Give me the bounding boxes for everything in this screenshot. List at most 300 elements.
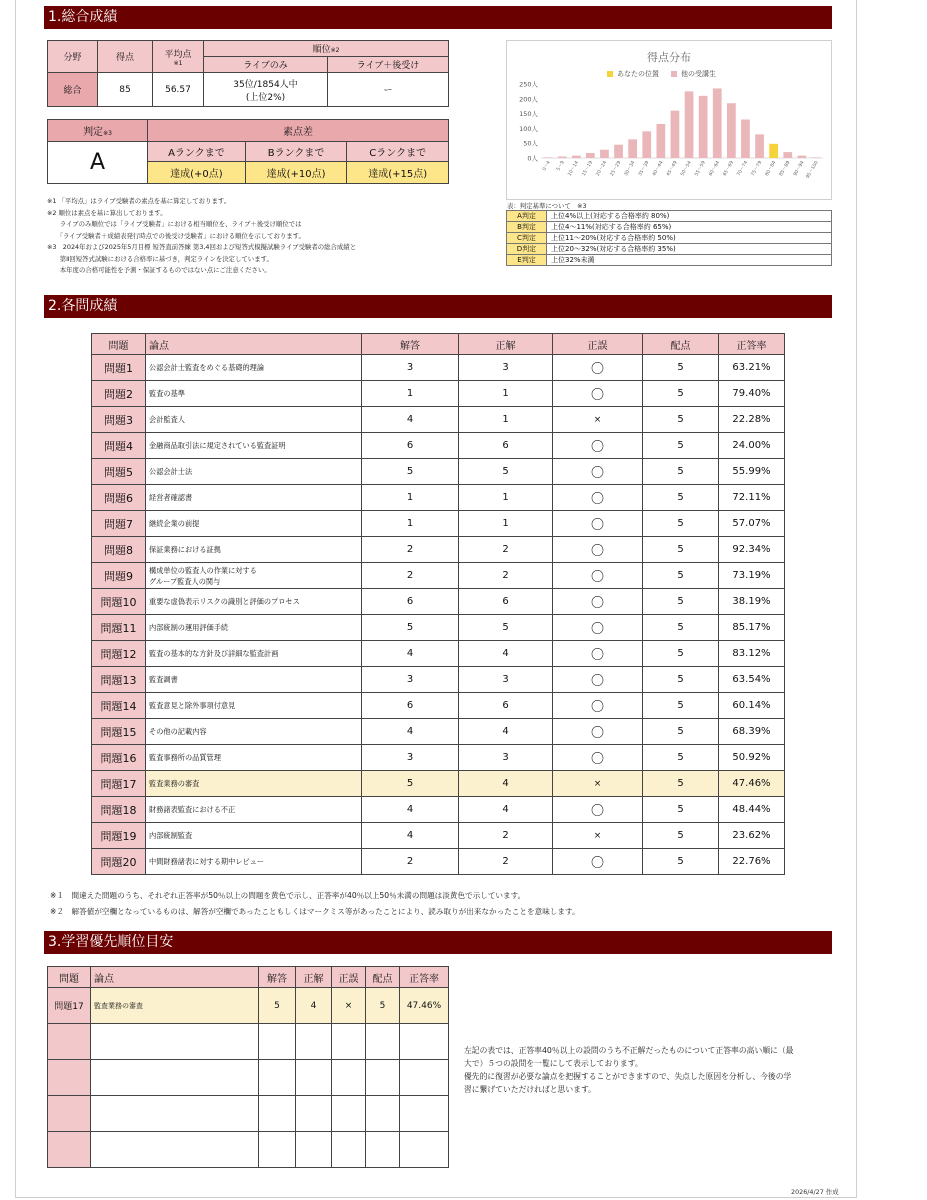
topic-line: 監査調書 bbox=[149, 675, 178, 684]
x-tick-label: 45〜49 bbox=[666, 160, 679, 178]
points-value: 5 bbox=[643, 537, 719, 563]
points-value: 5 bbox=[643, 849, 719, 875]
empty-cell bbox=[259, 1060, 296, 1096]
rate-value: 47.46% bbox=[719, 771, 785, 797]
col-points: 配点 bbox=[366, 967, 400, 988]
question-topic bbox=[146, 511, 362, 537]
question-number: 問題6 bbox=[92, 485, 146, 511]
question-topic bbox=[146, 355, 362, 381]
rank-a-label: Aランクまで bbox=[148, 142, 246, 162]
rank-live-after-value: ー bbox=[328, 73, 449, 107]
table-row bbox=[92, 407, 785, 433]
average-value: 56.57 bbox=[153, 73, 204, 107]
topic-line: 監査事務所の品質管理 bbox=[149, 753, 221, 762]
correct-value: 4 bbox=[459, 719, 553, 745]
answer-value: 5 bbox=[362, 615, 459, 641]
result-mark: × bbox=[553, 823, 643, 849]
rate-value: 63.21% bbox=[719, 355, 785, 381]
result-mark: 〇 bbox=[553, 381, 643, 407]
question-number: 問題5 bbox=[92, 459, 146, 485]
question-topic bbox=[146, 849, 362, 875]
answer-value: 3 bbox=[362, 355, 459, 381]
rate-value: 47.46% bbox=[400, 988, 449, 1024]
correct-value: 4 bbox=[459, 771, 553, 797]
topic-line: 内部統制監査 bbox=[149, 831, 193, 840]
x-tick-label: 75〜79 bbox=[750, 160, 764, 178]
distribution-bar bbox=[572, 156, 581, 158]
topic-line: 監査業務の審査 bbox=[149, 779, 200, 788]
col-answer: 解答 bbox=[362, 334, 459, 355]
correct-value: 2 bbox=[459, 563, 553, 589]
topic-line: 内部統制の運用評価手続 bbox=[149, 623, 229, 632]
points-value: 5 bbox=[643, 355, 719, 381]
rank-a-value: 達成(+0点) bbox=[148, 162, 246, 184]
question-number bbox=[48, 1096, 91, 1132]
table-row bbox=[92, 485, 785, 511]
col-topic: 論点 bbox=[146, 334, 362, 355]
criteria-row bbox=[507, 222, 832, 233]
topic-line: 保証業務における証拠 bbox=[149, 545, 221, 554]
question-topic: 監査業務の審査 bbox=[91, 988, 259, 1024]
correct-value: 6 bbox=[459, 433, 553, 459]
empty-cell bbox=[332, 1096, 366, 1132]
distribution-bar bbox=[586, 153, 595, 158]
y-tick-label: 50人 bbox=[523, 139, 538, 148]
result-mark: 〇 bbox=[553, 641, 643, 667]
question-number bbox=[48, 1132, 91, 1168]
chart-title: 得点分布 bbox=[647, 51, 691, 64]
question-number: 問題2 bbox=[92, 381, 146, 407]
answer-value: 3 bbox=[362, 745, 459, 771]
question-number: 問題14 bbox=[92, 693, 146, 719]
rate-value: 38.19% bbox=[719, 589, 785, 615]
question-number: 問題7 bbox=[92, 511, 146, 537]
result-mark: 〇 bbox=[553, 537, 643, 563]
col-answer: 解答 bbox=[259, 967, 296, 988]
criteria-table bbox=[506, 210, 832, 266]
col-rate: 正答率 bbox=[719, 334, 785, 355]
question-topic bbox=[146, 641, 362, 667]
question-topic bbox=[146, 667, 362, 693]
result-mark: 〇 bbox=[553, 589, 643, 615]
criteria-row bbox=[507, 244, 832, 255]
table-row bbox=[92, 849, 785, 875]
x-tick-label: 0〜4 bbox=[542, 160, 552, 173]
rate-value: 60.14% bbox=[719, 693, 785, 719]
result-mark: 〇 bbox=[553, 459, 643, 485]
judgement-grade: A bbox=[48, 142, 148, 184]
distribution-bar bbox=[671, 111, 680, 158]
col-rate: 正答率 bbox=[400, 967, 449, 988]
topic-line: 金融商品取引法に規定されている監査証明 bbox=[149, 441, 286, 450]
x-tick-label: 85〜89 bbox=[779, 160, 792, 178]
correct-value: 6 bbox=[459, 693, 553, 719]
empty-cell bbox=[366, 1024, 400, 1060]
question-number: 問題3 bbox=[92, 407, 146, 433]
criteria-title: 表：判定基準について ※3 bbox=[507, 202, 587, 210]
question-number: 問題9 bbox=[92, 563, 146, 589]
question-number: 問題8 bbox=[92, 537, 146, 563]
criteria-text: 上位11〜20%(対応する合格率約 50%) bbox=[547, 233, 832, 244]
empty-cell bbox=[259, 1024, 296, 1060]
answer-value: 4 bbox=[362, 641, 459, 667]
answer-value: 2 bbox=[362, 849, 459, 875]
correct-value: 4 bbox=[459, 797, 553, 823]
chart-plot bbox=[507, 41, 831, 199]
distribution-bar bbox=[783, 152, 792, 158]
answer-value: 6 bbox=[362, 693, 459, 719]
created-date: 2026/4/27 作成 bbox=[791, 1188, 839, 1196]
points-value: 5 bbox=[643, 407, 719, 433]
criteria-label: D判定 bbox=[507, 244, 547, 255]
empty-cell bbox=[400, 1060, 449, 1096]
col-result: 正誤 bbox=[553, 334, 643, 355]
header-judgement-label: 判定 bbox=[83, 127, 104, 138]
header-average bbox=[153, 41, 204, 73]
question-topic bbox=[146, 745, 362, 771]
points-value: 5 bbox=[643, 563, 719, 589]
question-number: 問題11 bbox=[92, 615, 146, 641]
distribution-bar bbox=[656, 124, 665, 158]
result-mark: × bbox=[332, 988, 366, 1024]
distribution-bar bbox=[685, 91, 694, 158]
note-line: 第Ⅱ回短答式試験における合格率に基づき，判定ラインを決定しています。 bbox=[47, 254, 273, 263]
rank-c-label: Cランクまで bbox=[347, 142, 449, 162]
correct-value: 4 bbox=[296, 988, 332, 1024]
note-line: ※2 順位は素点を基に算出しております。 bbox=[47, 208, 167, 217]
empty-cell bbox=[400, 1096, 449, 1132]
points-value: 5 bbox=[643, 693, 719, 719]
header-rank-live-after: ライブ＋後受け bbox=[328, 57, 449, 73]
topic-line: グループ監査人の関与 bbox=[149, 576, 221, 586]
priority-table bbox=[47, 966, 449, 1168]
question-number: 問題19 bbox=[92, 823, 146, 849]
topic-line: その他の記載内容 bbox=[149, 727, 207, 736]
empty-row bbox=[48, 1096, 449, 1132]
points-value: 5 bbox=[643, 433, 719, 459]
overall-notes bbox=[47, 196, 477, 277]
criteria-row bbox=[507, 211, 832, 222]
points-value: 5 bbox=[643, 589, 719, 615]
correct-value: 2 bbox=[459, 537, 553, 563]
note-line: ※3 2024年および2025年5月目標 短答直前答練 第3,4回および短答式模擬試験ライブ受験者の総合成績と bbox=[47, 243, 357, 251]
rate-value: 23.62% bbox=[719, 823, 785, 849]
empty-cell bbox=[332, 1132, 366, 1168]
x-tick-label: 90〜94 bbox=[793, 160, 806, 178]
empty-cell bbox=[296, 1024, 332, 1060]
distribution-bar bbox=[713, 88, 722, 158]
distribution-bar bbox=[769, 144, 778, 158]
result-mark: × bbox=[553, 771, 643, 797]
rank-b-value: 達成(+10点) bbox=[245, 162, 347, 184]
header-rank-note: ※2 bbox=[330, 47, 340, 54]
x-tick-label: 35〜39 bbox=[638, 160, 651, 178]
answer-value: 1 bbox=[362, 381, 459, 407]
criteria-text: 上位4%以上(対応する合格率約 80%) bbox=[547, 211, 832, 222]
answer-value: 4 bbox=[362, 823, 459, 849]
score-value: 85 bbox=[98, 73, 153, 107]
y-tick-label: 100人 bbox=[519, 124, 538, 133]
question-results-table bbox=[91, 333, 785, 875]
rate-value: 48.44% bbox=[719, 797, 785, 823]
answer-value: 3 bbox=[362, 667, 459, 693]
x-tick-label: 25〜29 bbox=[609, 160, 623, 178]
note-line: ※1 「平均点」はライブ受験者の素点を基に算定しております。 bbox=[47, 197, 231, 205]
table-row bbox=[92, 589, 785, 615]
header-average-label: 平均点 bbox=[164, 49, 192, 60]
rate-value: 92.34% bbox=[719, 537, 785, 563]
question-number: 問題4 bbox=[92, 433, 146, 459]
topic-line: 重要な虚偽表示リスクの識別と評価のプロセス bbox=[149, 597, 300, 606]
rate-value: 50.92% bbox=[719, 745, 785, 771]
topic-line: 構成単位の監査人の作業に対する bbox=[149, 565, 257, 575]
answer-value: 1 bbox=[362, 485, 459, 511]
correct-value: 2 bbox=[459, 823, 553, 849]
x-tick-label: 50〜54 bbox=[680, 160, 693, 178]
header-field: 分野 bbox=[48, 41, 98, 73]
header-rank-live: ライブのみ bbox=[204, 57, 328, 73]
table-row bbox=[92, 563, 785, 589]
x-tick-label: 15〜19 bbox=[581, 160, 595, 178]
x-tick-label: 20〜24 bbox=[595, 160, 609, 178]
topic-line: 経営者確認書 bbox=[149, 493, 193, 502]
empty-cell bbox=[400, 1132, 449, 1168]
rate-value: 22.28% bbox=[719, 407, 785, 433]
y-tick-label: 150人 bbox=[519, 110, 538, 119]
table-row bbox=[92, 771, 785, 797]
correct-value: 5 bbox=[459, 459, 553, 485]
question-topic bbox=[146, 823, 362, 849]
table-row bbox=[92, 459, 785, 485]
result-mark: 〇 bbox=[553, 615, 643, 641]
header-rank-label: 順位 bbox=[312, 45, 331, 55]
note-line: ライブのみ順位では「ライブ受験者」における相当順位を、ライブ＋後受け順位では bbox=[47, 220, 302, 228]
points-value: 5 bbox=[643, 667, 719, 693]
answer-value: 5 bbox=[362, 771, 459, 797]
answer-value: 2 bbox=[362, 563, 459, 589]
empty-cell bbox=[91, 1096, 259, 1132]
result-mark: 〇 bbox=[553, 719, 643, 745]
distribution-bar bbox=[614, 145, 623, 158]
x-tick-label: 5〜9 bbox=[556, 160, 566, 173]
result-mark: × bbox=[553, 407, 643, 433]
question-notes bbox=[50, 888, 580, 920]
points-value: 5 bbox=[643, 797, 719, 823]
table-row bbox=[92, 797, 785, 823]
section-header-questions: 2.各問成績 bbox=[44, 295, 832, 318]
question-topic bbox=[146, 615, 362, 641]
distribution-bar bbox=[558, 157, 567, 158]
table-row bbox=[92, 823, 785, 849]
empty-cell bbox=[332, 1060, 366, 1096]
question-topic bbox=[146, 381, 362, 407]
answer-value: 6 bbox=[362, 433, 459, 459]
points-value: 5 bbox=[366, 988, 400, 1024]
points-value: 5 bbox=[643, 459, 719, 485]
criteria-label: B判定 bbox=[507, 222, 547, 233]
y-tick-label: 200人 bbox=[519, 95, 538, 104]
result-mark: 〇 bbox=[553, 745, 643, 771]
result-mark: 〇 bbox=[553, 511, 643, 537]
header-rank bbox=[204, 41, 449, 57]
topic-line: 監査の基本的な方針及び詳細な監査計画 bbox=[149, 649, 279, 658]
rate-value: 63.54% bbox=[719, 667, 785, 693]
empty-row bbox=[48, 1132, 449, 1168]
question-topic bbox=[146, 407, 362, 433]
distribution-bar bbox=[544, 157, 553, 158]
text-line: 左記の表では、正答率40％以上の設問のうち不正解だったものについて正答率の高い順に（最 bbox=[464, 1046, 794, 1055]
rate-value: 79.40% bbox=[719, 381, 785, 407]
note-line: ※１ 間違えた問題のうち、それぞれ正答率が50％以上の問題を黄色で示し、正答率が40％以上50％未満の問題は淡黄色で示しています。 bbox=[50, 891, 526, 900]
rate-value: 24.00% bbox=[719, 433, 785, 459]
result-mark: 〇 bbox=[553, 693, 643, 719]
table-row bbox=[92, 381, 785, 407]
distribution-bar bbox=[727, 103, 736, 158]
empty-cell bbox=[366, 1060, 400, 1096]
score-distribution-chart bbox=[506, 40, 832, 200]
criteria-row bbox=[507, 255, 832, 266]
result-mark: 〇 bbox=[553, 849, 643, 875]
empty-cell bbox=[91, 1060, 259, 1096]
distribution-bar bbox=[741, 120, 750, 158]
answer-value: 2 bbox=[362, 537, 459, 563]
criteria-text: 上位32%未満 bbox=[547, 255, 832, 266]
correct-value: 1 bbox=[459, 511, 553, 537]
rate-value: 22.76% bbox=[719, 849, 785, 875]
rank-c-value: 達成(+15点) bbox=[347, 162, 449, 184]
question-number: 問題13 bbox=[92, 667, 146, 693]
correct-value: 2 bbox=[459, 849, 553, 875]
col-correct: 正解 bbox=[296, 967, 332, 988]
field-value: 総合 bbox=[48, 73, 98, 107]
note-line: 「ライブ受験者＋成績表発行時点での後受け受験者」における順位を示しております。 bbox=[47, 231, 305, 240]
distribution-bar bbox=[755, 134, 764, 158]
topic-line: 公認会計士法 bbox=[149, 467, 193, 476]
empty-cell bbox=[400, 1024, 449, 1060]
question-number: 問題12 bbox=[92, 641, 146, 667]
rate-value: 83.12% bbox=[719, 641, 785, 667]
answer-value: 4 bbox=[362, 797, 459, 823]
criteria-row bbox=[507, 233, 832, 244]
empty-cell bbox=[259, 1096, 296, 1132]
answer-value: 6 bbox=[362, 589, 459, 615]
table-row bbox=[92, 667, 785, 693]
header-average-note: ※1 bbox=[173, 59, 183, 67]
topic-line: 監査意見と除外事項付意見 bbox=[149, 701, 236, 710]
header-score: 得点 bbox=[98, 41, 153, 73]
criteria-label: C判定 bbox=[507, 233, 547, 244]
section-header-priority: 3.学習優先順位目安 bbox=[44, 931, 832, 954]
points-value: 5 bbox=[643, 511, 719, 537]
question-topic bbox=[146, 771, 362, 797]
rank-live-value bbox=[204, 73, 328, 107]
rate-value: 55.99% bbox=[719, 459, 785, 485]
question-topic bbox=[146, 459, 362, 485]
answer-value: 5 bbox=[362, 459, 459, 485]
distribution-bar bbox=[699, 96, 708, 158]
empty-cell bbox=[91, 1132, 259, 1168]
empty-row bbox=[48, 1060, 449, 1096]
question-topic bbox=[146, 433, 362, 459]
criteria-text: 上位20〜32%(対応する合格率約 35%) bbox=[547, 244, 832, 255]
question-topic bbox=[146, 797, 362, 823]
question-number: 問題16 bbox=[92, 745, 146, 771]
section-header-overall: 1.総合成績 bbox=[44, 6, 832, 29]
table-row bbox=[92, 719, 785, 745]
x-tick-label: 40〜44 bbox=[652, 160, 665, 178]
topic-line: 継続企業の前提 bbox=[149, 519, 200, 528]
result-mark: 〇 bbox=[553, 355, 643, 381]
rate-value: 57.07% bbox=[719, 511, 785, 537]
rate-value: 72.11% bbox=[719, 485, 785, 511]
points-value: 5 bbox=[643, 823, 719, 849]
judgement-table bbox=[47, 119, 449, 184]
x-tick-label: 65〜69 bbox=[722, 160, 736, 178]
points-value: 5 bbox=[643, 745, 719, 771]
table-row bbox=[92, 615, 785, 641]
y-tick-label: 250人 bbox=[519, 80, 538, 89]
table-row bbox=[92, 745, 785, 771]
x-tick-label: 55〜59 bbox=[694, 160, 707, 178]
question-number: 問題17 bbox=[92, 771, 146, 797]
text-line: 習に繋げていただければと思います。 bbox=[464, 1085, 596, 1094]
question-number: 問題15 bbox=[92, 719, 146, 745]
points-value: 5 bbox=[643, 615, 719, 641]
criteria-text: 上位4〜11%(対応する合格率約 65%) bbox=[547, 222, 832, 233]
answer-value: 4 bbox=[362, 719, 459, 745]
points-value: 5 bbox=[643, 719, 719, 745]
empty-row bbox=[48, 1024, 449, 1060]
empty-cell bbox=[259, 1132, 296, 1168]
header-score-diff: 素点差 bbox=[148, 120, 449, 142]
header-judgement bbox=[48, 120, 148, 142]
table-row bbox=[92, 511, 785, 537]
x-tick-label: 70〜74 bbox=[736, 160, 750, 178]
empty-cell bbox=[366, 1096, 400, 1132]
x-tick-label: 95〜100 bbox=[805, 160, 820, 180]
answer-value: 4 bbox=[362, 407, 459, 433]
question-number: 問題20 bbox=[92, 849, 146, 875]
empty-cell bbox=[366, 1132, 400, 1168]
answer-value: 1 bbox=[362, 511, 459, 537]
topic-line: 会計監査人 bbox=[149, 415, 185, 424]
question-topic bbox=[146, 485, 362, 511]
topic-line: 監査の基準 bbox=[149, 389, 185, 398]
empty-cell bbox=[91, 1024, 259, 1060]
distribution-bar bbox=[642, 131, 651, 158]
note-line: 本年度の合格可能性を予測・保証するものではない点にご注意ください。 bbox=[47, 266, 271, 274]
table-row bbox=[92, 693, 785, 719]
legend-label-you: あなたの位置 bbox=[617, 70, 659, 78]
rank-live-line1: 35位/1854人中 bbox=[233, 79, 298, 90]
correct-value: 4 bbox=[459, 641, 553, 667]
table-row bbox=[92, 433, 785, 459]
rank-live-line2: (上位2%) bbox=[245, 92, 286, 103]
distribution-bar bbox=[812, 157, 821, 158]
priority-explanation bbox=[464, 1044, 832, 1096]
empty-cell bbox=[296, 1096, 332, 1132]
result-mark: 〇 bbox=[553, 563, 643, 589]
points-value: 5 bbox=[643, 641, 719, 667]
question-number bbox=[48, 1060, 91, 1096]
rank-b-label: Bランクまで bbox=[245, 142, 347, 162]
y-tick-label: 0人 bbox=[527, 154, 538, 163]
col-points: 配点 bbox=[643, 334, 719, 355]
x-tick-label: 80〜84 bbox=[764, 160, 778, 178]
col-question: 問題 bbox=[92, 334, 146, 355]
question-number bbox=[48, 1024, 91, 1060]
question-topic bbox=[146, 589, 362, 615]
